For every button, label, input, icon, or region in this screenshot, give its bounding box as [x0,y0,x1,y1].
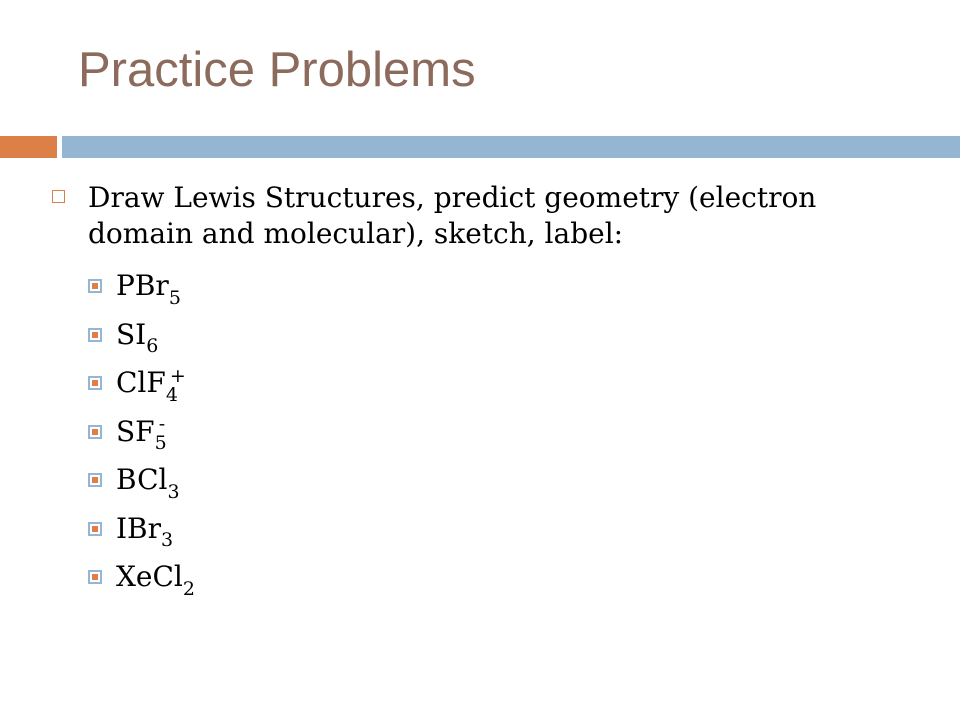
header-bar-accent-orange [0,136,57,158]
molecule-item [88,363,912,412]
molecule-base: ClF [116,366,166,399]
molecule-subscript: 3 [167,480,180,503]
header-bar-accent-blue [62,136,960,158]
molecule-item [88,266,912,315]
molecule-item [88,557,912,606]
molecule-base: IBr [116,511,162,545]
square-bullet-icon [88,473,102,487]
molecule-base: SF [116,414,155,448]
molecule-subscript: 6 [146,335,159,358]
main-bullet-item [52,180,912,252]
molecule-base: PBr [116,269,169,302]
square-bullet-icon [88,328,102,342]
molecule-base: XeCl [116,560,183,593]
molecule-base: SI [116,317,147,351]
slide-title: Practice Problems [78,43,476,97]
square-bullet-icon [88,570,102,584]
square-bullet-icon [88,522,102,536]
molecule-subscript: 4 [165,383,178,406]
slide-content [52,180,912,606]
molecule-subscript: 3 [161,529,174,552]
square-bullet-icon [88,425,102,439]
molecule-list [52,266,912,606]
molecule-subscript: 5 [154,432,167,455]
molecule-subscript: 2 [182,577,195,600]
molecule-item [88,509,912,558]
molecule-subscript: 5 [168,286,181,309]
hollow-square-bullet-icon [52,190,65,203]
molecule-charge: + [169,364,186,387]
molecule-item [88,460,912,509]
square-bullet-icon [88,279,102,293]
main-bullet-text: Draw Lewis Structures, predict geometry (electron domain and molecular), sketch, label: [88,181,817,250]
molecule-item [88,412,912,461]
molecule-base: BCl [116,463,168,496]
molecule-item [88,315,912,364]
molecule-charge: - [158,413,166,436]
square-bullet-icon [88,376,102,390]
